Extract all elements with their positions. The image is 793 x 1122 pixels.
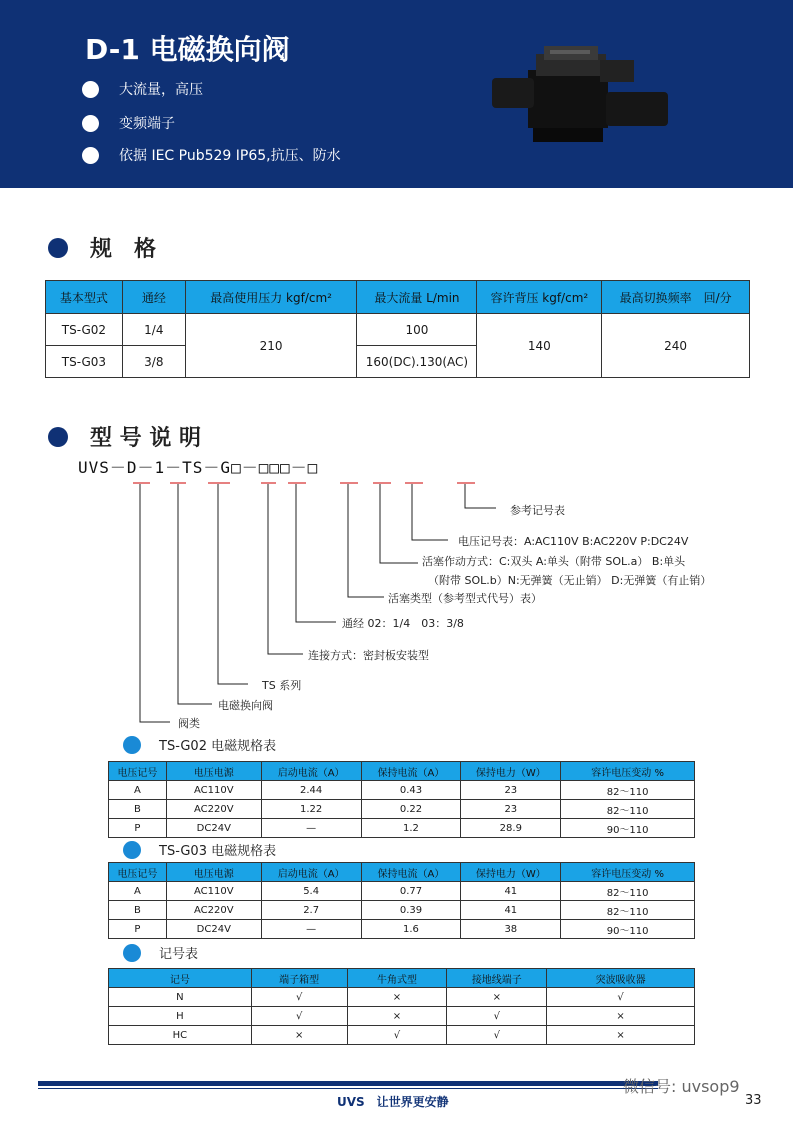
cell: AC110V: [166, 882, 261, 901]
symbol-table: [108, 968, 695, 1045]
cell: HC: [109, 1026, 252, 1045]
cell: 41: [461, 882, 561, 901]
cell: TS-G02: [46, 314, 123, 346]
cell: A: [109, 781, 167, 800]
annotation-category: 阀类: [178, 717, 200, 730]
annotation-valve-type: 电磁换向阀: [218, 699, 273, 712]
cell: 1.6: [361, 920, 461, 939]
annotation-piston-type: 活塞类型（参考型式代号）表）: [388, 592, 542, 605]
table-row: [109, 781, 695, 800]
cell: ×: [347, 1007, 447, 1026]
col-header: 启动电流（A）: [261, 863, 361, 882]
cell: 1.22: [261, 800, 361, 819]
col-header: 保持电流（A）: [361, 863, 461, 882]
cell: 2.7: [261, 901, 361, 920]
annotation-series: TS 系列: [262, 679, 302, 692]
col-header: 最高使用压力 kgf/cm²: [185, 281, 357, 314]
cell: 240: [602, 314, 750, 378]
table-row: [109, 800, 695, 819]
col-header: 电压记号: [109, 762, 167, 781]
table-header-row: [109, 969, 695, 988]
cell: 28.9: [461, 819, 561, 838]
cell: √: [251, 988, 347, 1007]
g03-table-heading: [123, 840, 276, 859]
col-header: 接地线端子: [447, 969, 547, 988]
cell: —: [261, 819, 361, 838]
cell: AC220V: [166, 901, 261, 920]
col-header: 通经: [122, 281, 185, 314]
cell: ×: [251, 1026, 347, 1045]
cell: 23: [461, 781, 561, 800]
cell: 82～110: [561, 882, 695, 901]
cell: 210: [185, 314, 357, 378]
col-header: 保持电流（A）: [361, 762, 461, 781]
cell: √: [447, 1026, 547, 1045]
cell: 23: [461, 800, 561, 819]
cell: √: [347, 1026, 447, 1045]
feature-label: 变频端子: [119, 116, 175, 132]
cell: ×: [547, 1007, 695, 1026]
g02-spec-table: [108, 761, 695, 838]
cell: P: [109, 819, 167, 838]
annotation-bore: 通经 02：1/4 03：3/8: [342, 617, 464, 630]
cell: —: [261, 920, 361, 939]
cell: 82～110: [561, 901, 695, 920]
cell: ×: [547, 1026, 695, 1045]
cell: 140: [477, 314, 602, 378]
cell: TS-G03: [46, 346, 123, 378]
cell: 3/8: [122, 346, 185, 378]
col-header: 电压电源: [166, 863, 261, 882]
page-number: 33: [745, 1093, 762, 1108]
table-row: [109, 1026, 695, 1045]
table-header-row: [109, 762, 695, 781]
cell: ×: [447, 988, 547, 1007]
col-header: 保持电力（W）: [461, 863, 561, 882]
cell: 0.39: [361, 901, 461, 920]
col-header: 最大流量 L/min: [357, 281, 477, 314]
cell: H: [109, 1007, 252, 1026]
cell: A: [109, 882, 167, 901]
cell: P: [109, 920, 167, 939]
cell: 90～110: [561, 819, 695, 838]
annotation-piston-action-cont: （附带 SOL.b）N:无弹簧（无止销） D:无弹簧（有止销）: [428, 574, 712, 587]
cell: DC24V: [166, 819, 261, 838]
table-row: [109, 920, 695, 939]
table-header-row: [109, 863, 695, 882]
cell: 0.77: [361, 882, 461, 901]
g03-spec-table: [108, 862, 695, 939]
feature-label: 依据 IEC Pub529 IP65,抗压、防水: [119, 148, 341, 164]
cell: 82～110: [561, 800, 695, 819]
cell: B: [109, 800, 167, 819]
wechat-watermark: 微信号: uvsop9: [623, 1077, 740, 1096]
col-header: 最高切换频率 回/分: [602, 281, 750, 314]
col-header: 基本型式: [46, 281, 123, 314]
col-header: 突波吸收器: [547, 969, 695, 988]
sub-title: TS-G02 电磁规格表: [159, 739, 277, 754]
col-header: 启动电流（A）: [261, 762, 361, 781]
sub-title: TS-G03 电磁规格表: [159, 844, 277, 859]
cell: B: [109, 901, 167, 920]
sub-title: 记号表: [159, 947, 199, 962]
cell: 1/4: [122, 314, 185, 346]
table-row: [109, 882, 695, 901]
g02-table-heading: [123, 735, 276, 754]
feature-label: 大流量，高压: [119, 82, 203, 98]
cell: 160(DC).130(AC): [357, 346, 477, 378]
col-header: 容许电压变动 %: [561, 762, 695, 781]
table-row: [109, 901, 695, 920]
page-title: D-1 电磁换向阀: [85, 33, 290, 66]
cell: 5.4: [261, 882, 361, 901]
annotation-connection: 连接方式：密封板安装型: [308, 649, 429, 662]
cell: 1.2: [361, 819, 461, 838]
section-bullet-icon: [123, 944, 141, 962]
footer-brand: UVS 让世界更安静: [337, 1095, 449, 1109]
symbol-table-heading: [123, 943, 198, 962]
model-code: UVS－D－1－TS－G□－□□□－□: [78, 458, 319, 477]
cell: DC24V: [166, 920, 261, 939]
table-row: [109, 988, 695, 1007]
section-bullet-icon: [123, 736, 141, 754]
col-header: 保持电力（W）: [461, 762, 561, 781]
annotation-piston-action: 活塞作动方式：C:双头 A:单头（附带 SOL.a） B:单头: [422, 555, 686, 568]
section-title: 规 格: [90, 237, 157, 262]
col-header: 牛角式型: [347, 969, 447, 988]
footer-divider: [38, 1081, 658, 1086]
col-header: 记号: [109, 969, 252, 988]
cell: √: [547, 988, 695, 1007]
footer-divider-thin: [38, 1088, 658, 1089]
cell: 90～110: [561, 920, 695, 939]
cell: 38: [461, 920, 561, 939]
cell: 2.44: [261, 781, 361, 800]
col-header: 容许背压 kgf/cm²: [477, 281, 602, 314]
cell: 100: [357, 314, 477, 346]
annotation-reference: 参考记号表: [510, 504, 565, 517]
cell: √: [251, 1007, 347, 1026]
cell: √: [447, 1007, 547, 1026]
col-header: 容许电压变动 %: [561, 863, 695, 882]
col-header: 电压记号: [109, 863, 167, 882]
cell: 0.43: [361, 781, 461, 800]
cell: AC110V: [166, 781, 261, 800]
cell: 41: [461, 901, 561, 920]
col-header: 端子箱型: [251, 969, 347, 988]
table-row: [109, 819, 695, 838]
section-title: 型 号 说 明: [90, 426, 201, 451]
col-header: 电压电源: [166, 762, 261, 781]
cell: AC220V: [166, 800, 261, 819]
cell: 0.22: [361, 800, 461, 819]
cell: N: [109, 988, 252, 1007]
section-bullet-icon: [123, 841, 141, 859]
cell: 82～110: [561, 781, 695, 800]
cell: ×: [347, 988, 447, 1007]
annotation-voltage: 电压记号表：A:AC110V B:AC220V P:DC24V: [458, 535, 689, 548]
table-row: [109, 1007, 695, 1026]
